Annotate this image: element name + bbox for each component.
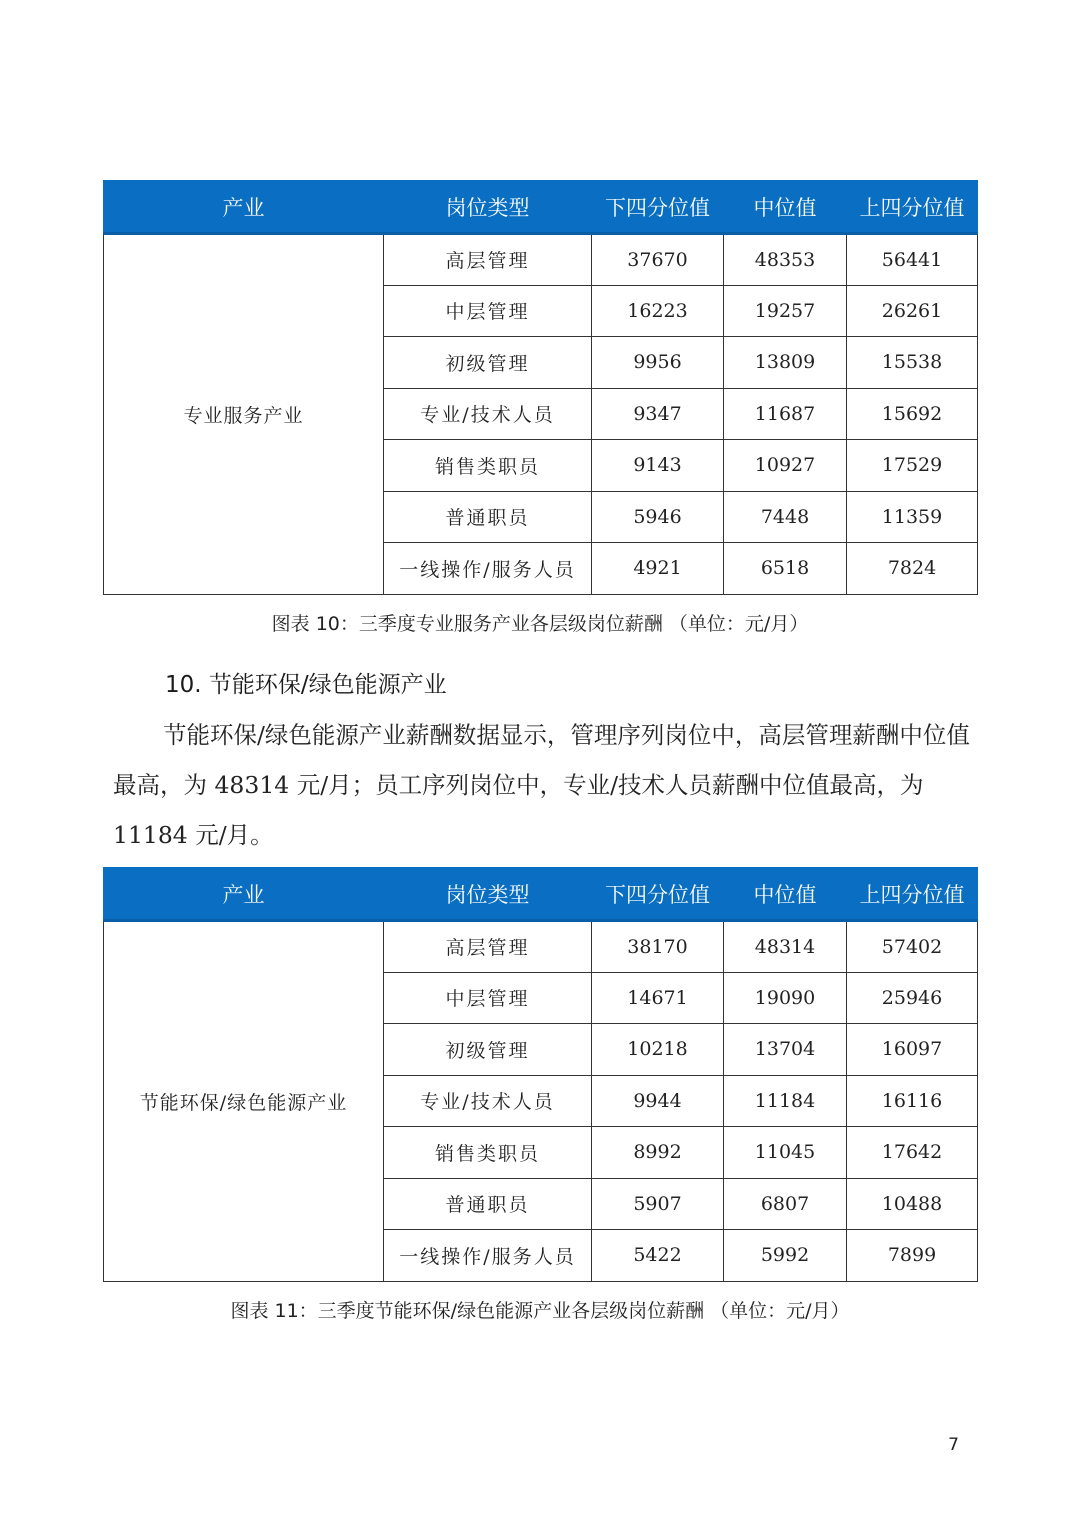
lower-quartile-cell: 5422	[592, 1230, 724, 1282]
table-header-row	[104, 868, 978, 921]
position-cell: 高层管理	[384, 921, 592, 973]
upper-quartile-cell: 16097	[847, 1024, 978, 1076]
upper-quartile-cell: 25946	[847, 972, 978, 1024]
upper-quartile-cell: 11359	[847, 491, 978, 543]
position-cell: 普通职员	[384, 491, 592, 543]
median-cell: 7448	[724, 491, 847, 543]
lower-quartile-cell: 4921	[592, 543, 724, 595]
position-cell: 高层管理	[384, 234, 592, 286]
median-cell: 13704	[724, 1024, 847, 1076]
lower-quartile-cell: 9956	[592, 337, 724, 389]
header-industry: 产业	[104, 181, 384, 234]
header-median: 中位值	[724, 868, 847, 921]
table-row	[104, 234, 978, 286]
table-row	[104, 921, 978, 973]
header-industry: 产业	[104, 868, 384, 921]
lower-quartile-cell: 16223	[592, 285, 724, 337]
median-cell: 6807	[724, 1178, 847, 1230]
industry-cell: 节能环保/绿色能源产业	[104, 921, 384, 1282]
lower-quartile-cell: 14671	[592, 972, 724, 1024]
position-cell: 一线操作/服务人员	[384, 543, 592, 595]
table-caption-10: 图表 10：三季度专业服务产业各层级岗位薪酬 （单位：元/月）	[271, 613, 809, 635]
upper-quartile-cell: 56441	[847, 234, 978, 286]
upper-quartile-cell: 15538	[847, 337, 978, 389]
header-upper-quartile: 上四分位值	[847, 868, 978, 921]
section-heading: 10. 节能环保/绿色能源产业	[165, 672, 447, 698]
industry-cell: 专业服务产业	[104, 234, 384, 595]
lower-quartile-cell: 37670	[592, 234, 724, 286]
lower-quartile-cell: 8992	[592, 1127, 724, 1179]
lower-quartile-cell: 9347	[592, 388, 724, 440]
table-caption-11: 图表 11：三季度节能环保/绿色能源产业各层级岗位薪酬 （单位：元/月）	[230, 1300, 850, 1322]
header-position-type: 岗位类型	[384, 181, 592, 234]
upper-quartile-cell: 57402	[847, 921, 978, 973]
lower-quartile-cell: 38170	[592, 921, 724, 973]
upper-quartile-cell: 15692	[847, 388, 978, 440]
median-cell: 13809	[724, 337, 847, 389]
table-header-row	[104, 181, 978, 234]
position-cell: 中层管理	[384, 285, 592, 337]
position-cell: 普通职员	[384, 1178, 592, 1230]
salary-table-professional-services	[103, 180, 978, 595]
position-cell: 中层管理	[384, 972, 592, 1024]
page-number: 7	[948, 1435, 959, 1455]
position-cell: 初级管理	[384, 1024, 592, 1076]
median-cell: 11045	[724, 1127, 847, 1179]
median-cell: 48353	[724, 234, 847, 286]
header-median: 中位值	[724, 181, 847, 234]
median-cell: 11687	[724, 388, 847, 440]
upper-quartile-cell: 7899	[847, 1230, 978, 1282]
position-cell: 销售类职员	[384, 440, 592, 492]
position-cell: 销售类职员	[384, 1127, 592, 1179]
position-cell: 初级管理	[384, 337, 592, 389]
header-lower-quartile: 下四分位值	[592, 181, 724, 234]
position-cell: 专业/技术人员	[384, 1075, 592, 1127]
position-cell: 一线操作/服务人员	[384, 1230, 592, 1282]
upper-quartile-cell: 17642	[847, 1127, 978, 1179]
lower-quartile-cell: 9944	[592, 1075, 724, 1127]
upper-quartile-cell: 10488	[847, 1178, 978, 1230]
position-cell: 专业/技术人员	[384, 388, 592, 440]
median-cell: 5992	[724, 1230, 847, 1282]
upper-quartile-cell: 16116	[847, 1075, 978, 1127]
lower-quartile-cell: 9143	[592, 440, 724, 492]
upper-quartile-cell: 17529	[847, 440, 978, 492]
header-upper-quartile: 上四分位值	[847, 181, 978, 234]
lower-quartile-cell: 5907	[592, 1178, 724, 1230]
median-cell: 10927	[724, 440, 847, 492]
median-cell: 11184	[724, 1075, 847, 1127]
lower-quartile-cell: 5946	[592, 491, 724, 543]
header-lower-quartile: 下四分位值	[592, 868, 724, 921]
median-cell: 48314	[724, 921, 847, 973]
median-cell: 19257	[724, 285, 847, 337]
upper-quartile-cell: 7824	[847, 543, 978, 595]
median-cell: 19090	[724, 972, 847, 1024]
salary-table-green-energy	[103, 867, 978, 1282]
lower-quartile-cell: 10218	[592, 1024, 724, 1076]
header-position-type: 岗位类型	[384, 868, 592, 921]
section-paragraph: 节能环保/绿色能源产业薪酬数据显示，管理序列岗位中，高层管理薪酬中位值最高，为 48314 元/月；员工序列岗位中，专业/技术人员薪酬中位值最高，为 11184 元/月。	[113, 721, 970, 849]
upper-quartile-cell: 26261	[847, 285, 978, 337]
median-cell: 6518	[724, 543, 847, 595]
